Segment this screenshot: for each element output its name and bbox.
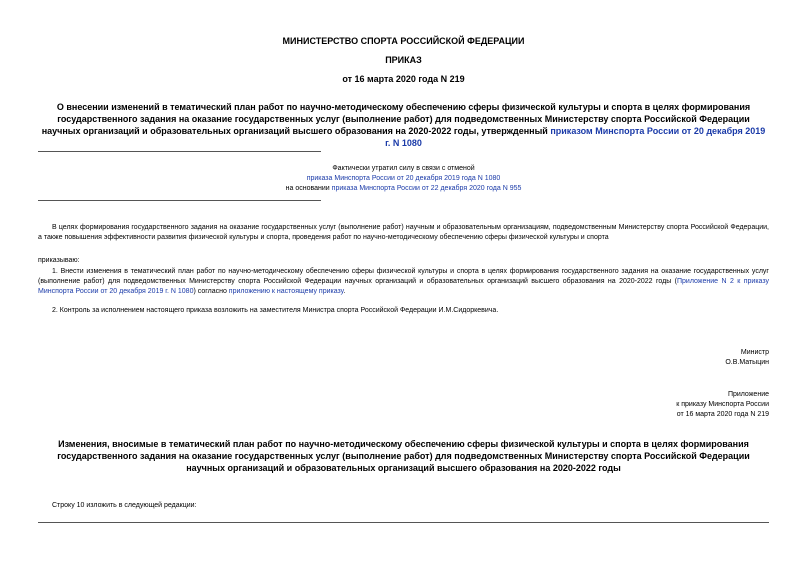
ministry-heading: МИНИСТЕРСТВО СПОРТА РОССИЙСКОЙ ФЕДЕРАЦИИ — [282, 36, 525, 46]
item-2-paragraph: 2. Контроль за исполнением настоящего приказа возложить на заместителя Министра спорта Российской Федерации И.М.Сидоркевича. — [52, 307, 499, 314]
changes-title: Изменения, вносимые в тематический план работ по научно-методическому обеспечению сферы физической культуры и спорта в целях формирования государственного задания на оказание государственных услуг (выполнение работ) для подведомственных Министерству спорта Российской Федерации научных организаций и образовательных организаций высшего образования на 2020-2022 годы — [57, 439, 750, 473]
document-title — [38, 101, 769, 149]
doc-type-heading: ПРИКАЗ — [385, 55, 422, 65]
item-1-link-appendix[interactable]: Приложение N 2 к приказу Минспорта России от 20 декабря 2019 г. N 1080 — [38, 278, 769, 295]
divider-bottom — [38, 200, 321, 201]
appendix-label: Приложение — [727, 391, 769, 398]
item-1-link-this-order[interactable]: приложению к настоящему приказу — [228, 288, 344, 295]
item-1-paragraph — [38, 267, 769, 297]
document-title-text: О внесении изменений в тематический план работ по научно-методическому обеспечению сферы физической культуры и спорта в целях формирования государственного задания на оказание государственных услуг (выполнение работ) для подведомственных Министерству спорта Российской Федерации научных организаций и образовательных организаций высшего образования на 2020-2022 годы, утвержденный — [41, 102, 751, 136]
status-note-link-basis[interactable]: приказа Минспорта России от 22 декабря 2020 года N 955 — [331, 185, 522, 192]
order-word: приказываю: — [38, 257, 80, 264]
appendix-block — [569, 390, 769, 420]
status-note-line1: Фактически утратил силу в связи с отменой — [332, 165, 475, 172]
item-1-end: . — [343, 288, 346, 295]
appendix-to-order: к приказу Минспорта России — [676, 401, 769, 408]
appendix-date-number: от 16 марта 2020 года N 219 — [676, 411, 769, 418]
signature-name: О.В.Матыцин — [725, 359, 769, 366]
item-1-text: 1. Внести изменения в тематический план работ по научно-методическому обеспечению сферы физической культуры и спорта в целях формирования государственного задания на оказание государственных услуг (выполнение работ) для подведомственных Министерству спорта Российской Федерации научных организаций и образовательных организаций высшего образования на 2020-2022 годы ( — [38, 268, 769, 285]
title-order-link[interactable]: приказом Минспорта России от 20 декабря 2019 г. N 1080 — [385, 126, 766, 148]
intro-paragraph: В целях формирования государственного задания на оказание государственных услуг (выполнение работ) научным и образовательным организациям, подведомственным Министерству спорта Российской Федерации, а также повышения эффективности развития физической культуры и спорта, проведения работ по научно-методическому обеспечению сферы физической культуры и спорта — [38, 224, 769, 241]
signature-block — [569, 348, 769, 368]
signature-position: Министр — [740, 349, 769, 356]
divider-top — [38, 151, 321, 152]
doc-date-number: от 16 марта 2020 года N 219 — [342, 74, 465, 84]
status-note — [0, 164, 807, 194]
status-note-prefix: на основании — [285, 185, 332, 192]
status-note-link-cancel[interactable]: приказа Минспорта России от 20 декабря 2019 года N 1080 — [306, 175, 501, 182]
table-top-rule — [38, 522, 769, 523]
closing-paragraph: Строку 10 изложить в следующей редакции: — [52, 502, 197, 509]
item-1-mid: ) согласно — [193, 288, 229, 295]
status-note-line3 — [0, 184, 807, 194]
